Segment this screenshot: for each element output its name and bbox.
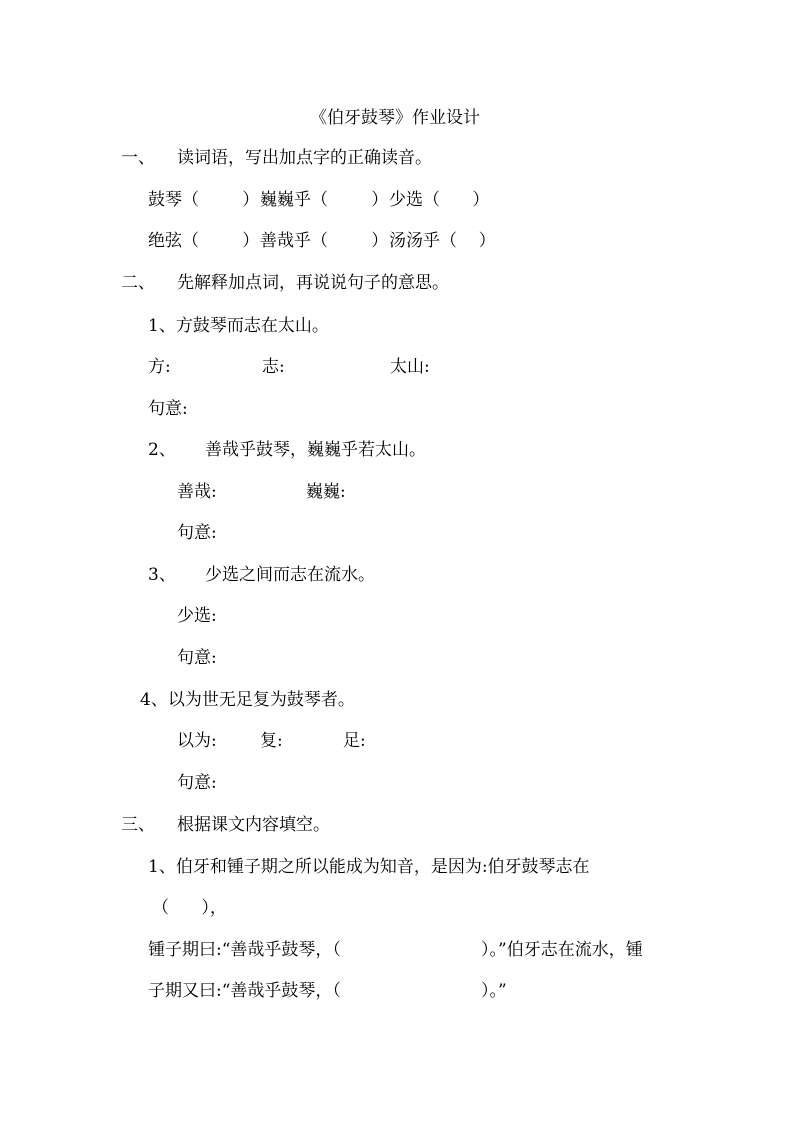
question-2-2-number: 2、 — [148, 440, 176, 460]
word: 鼓琴 — [148, 190, 182, 210]
word: 巍巍乎 — [260, 190, 311, 210]
answer-blank: （ ） — [423, 190, 490, 210]
question-2-1: 1、方鼓琴而志在太山。 — [148, 316, 329, 336]
fill-line-1: 1、伯牙和锺子期之所以能成为知音，是因为:伯牙鼓琴志在 — [148, 857, 590, 877]
fill-line-3a: 锺子期曰:“善哉乎鼓琴，（ — [148, 940, 341, 960]
fill-line-4b: ）。” — [481, 981, 507, 1001]
fill-line-2: （ ）， — [152, 898, 227, 918]
section-3-heading: 根据课文内容填空。 — [177, 815, 330, 835]
question-2-4: 4、以为世无足复为鼓琴者。 — [140, 690, 355, 710]
meaning-label: 句意: — [177, 648, 217, 668]
section-3-number: 三、 — [121, 815, 155, 835]
word: 少选 — [389, 190, 423, 210]
section-2-number: 二、 — [121, 273, 155, 293]
answer-blank: （ ） — [182, 190, 260, 210]
word-item — [389, 231, 496, 251]
word-item — [148, 190, 259, 210]
fill-line-4a: 子期又曰:“善哉乎鼓琴，（ — [148, 981, 341, 1001]
answer-blank: （ ） — [311, 231, 389, 251]
term-zu: 足: — [343, 731, 366, 751]
term-fu: 复: — [260, 731, 283, 751]
term-shaoxuan: 少选: — [177, 606, 217, 626]
section-1-heading: 读词语，写出加点字的正确读音。 — [177, 148, 432, 168]
question-2-3-number: 3、 — [148, 565, 176, 585]
word: 绝弦 — [148, 231, 182, 251]
meaning-label: 句意: — [177, 773, 217, 793]
term-weiwei: 巍巍: — [306, 482, 346, 502]
word: 汤汤乎 — [389, 231, 440, 251]
term-yiwei: 以为: — [177, 731, 217, 751]
question-2-2: 善哉乎鼓琴，巍巍乎若太山。 — [205, 440, 426, 460]
answer-blank: （ ） — [182, 231, 260, 251]
term-shanzai: 善哉: — [177, 482, 217, 502]
word-item — [260, 231, 388, 251]
answer-blank: （ ） — [311, 190, 389, 210]
word-item — [260, 190, 388, 210]
term-zhi: 志: — [262, 357, 285, 377]
word-item — [148, 231, 259, 251]
page-title: 《伯牙鼓琴》作业设计 — [310, 108, 480, 128]
term-taishan: 太山: — [390, 357, 430, 377]
word: 善哉乎 — [260, 231, 311, 251]
term-fang: 方: — [148, 357, 171, 377]
answer-blank: （ ） — [440, 231, 496, 251]
section-1-number: 一、 — [121, 148, 155, 168]
meaning-label: 句意: — [148, 399, 188, 419]
word-item — [389, 190, 489, 210]
fill-line-3b: ）。”伯牙志在流水，锺 — [481, 940, 643, 960]
meaning-label: 句意: — [177, 523, 217, 543]
question-2-3: 少选之间而志在流水。 — [205, 565, 375, 585]
section-2-heading: 先解释加点词，再说说句子的意思。 — [177, 273, 449, 293]
